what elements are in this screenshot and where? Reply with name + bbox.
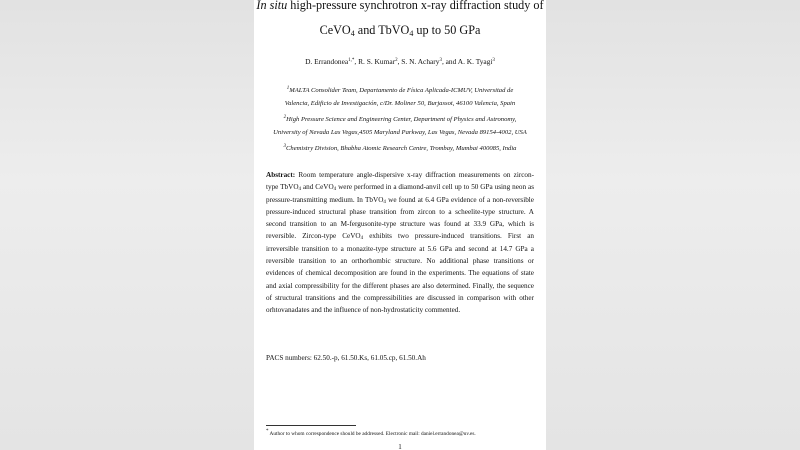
title-italic: In situ <box>256 0 288 12</box>
abstract-text: exhibits two pressure-induced transitions. First an irreversible transition to a monazite-type structure at 5.6 GPa and second at 14.7 GPa a reversible transition to an orthorhombic structure. No additional phase transitions or evidences of chemical decomposition are found in the experiments. The equations of state and axial compressibility for the different phases are also determined. Finally, the sequence of structural transitions and the compressibilities are discussed in comparison with other orhtovanadates and the influence of non-hydrostaticity commented. <box>266 232 534 315</box>
affiliation-3 <box>254 143 546 156</box>
author-sup: 2 <box>395 58 398 63</box>
footnote-rule <box>266 425 356 426</box>
abstract <box>266 169 534 317</box>
affiliation-sup: 3 <box>283 144 287 149</box>
document-page <box>254 0 546 450</box>
abstract-subscript: 4 <box>333 187 337 193</box>
author: , and A. K. Tyagi <box>441 57 493 66</box>
abstract-subscript: 4 <box>383 199 386 205</box>
footnote-text: Author to whom correspondence should be addressed. Electronic mail: daniel.errandonea@uv.es. <box>268 431 476 437</box>
affiliation-sup: 1 <box>286 86 290 91</box>
author: D. Errandonea <box>305 57 349 66</box>
footnote-marker: * <box>266 429 269 434</box>
author-sup: 3 <box>492 58 495 63</box>
footnote <box>266 430 538 438</box>
abstract-subscript: 4 <box>298 187 302 193</box>
author-sup: 1,* <box>348 58 355 63</box>
page-number: 1 <box>398 443 402 450</box>
abstract-text: Room temperature angle-dispersive x-ray diffraction measurements on zircon-type TbVO <box>266 171 534 192</box>
affiliation-line: University of Nevada Las Vegas,4505 Maryland Parkway, Las Vegas, Nevada 89154-4002, USA <box>273 128 527 136</box>
title-part: up to 50 GPa <box>413 23 481 37</box>
abstract-subscript: 4 <box>360 236 364 242</box>
title-subscript: 4 <box>409 29 414 38</box>
affiliation-line: High Pressure Science and Engineering Center, Department of Physics and Astronomy, <box>286 116 517 123</box>
affiliation-line: Valencia, Edificio de Investigación, c/Dr. Moliner 50, Burjassot, 46100 Valencia, Spain <box>284 99 516 107</box>
background-right <box>546 0 800 450</box>
author-list <box>254 57 546 66</box>
title-subscript: 4 <box>350 29 355 38</box>
background-left <box>0 0 254 450</box>
title-rest: high-pressure synchrotron x-ray diffraction study of <box>287 0 544 12</box>
abstract-label: Abstract: <box>266 171 296 179</box>
author: , R. S. Kumar <box>354 57 396 66</box>
title-part: and TbVO <box>354 23 410 37</box>
title-part: CeVO <box>319 23 351 37</box>
abstract-text: and CeVO <box>301 183 334 192</box>
affiliation-1 <box>254 85 546 110</box>
author: , S. N. Achary <box>397 57 440 66</box>
pacs-numbers: PACS numbers: 62.50.-p, 61.50.Ks, 61.05.cp, 61.50.Ah <box>266 354 426 362</box>
abstract-text: we found at 6.4 GPa evidence of a non-reversible pressure-induced structural phase transition from zircon to a scheelite-type structure. A second transition to an M-fergusonite-type structure was found at 33.9 GPa, which is reversible. Zircon-type CeVO <box>266 195 534 241</box>
affiliation-2 <box>254 114 546 139</box>
paper-title-line-1 <box>254 0 546 11</box>
affiliation-line: MALTA Consolider Team, Departamento de Física Aplicada-ICMUV, Universitad de <box>289 87 514 94</box>
author-sup: 3 <box>439 58 442 63</box>
affiliation-sup: 2 <box>283 115 287 120</box>
affiliation-line: Chemistry Division, Bhabha Atomic Research Centre, Trombay, Mumbai 400085, India <box>286 145 517 152</box>
abstract-text: were performed in a diamond-anvil cell up to 50 GPa using neon as pressure-transmitting medium. In TbVO <box>266 183 534 204</box>
paper-title-line-2 <box>254 24 546 36</box>
